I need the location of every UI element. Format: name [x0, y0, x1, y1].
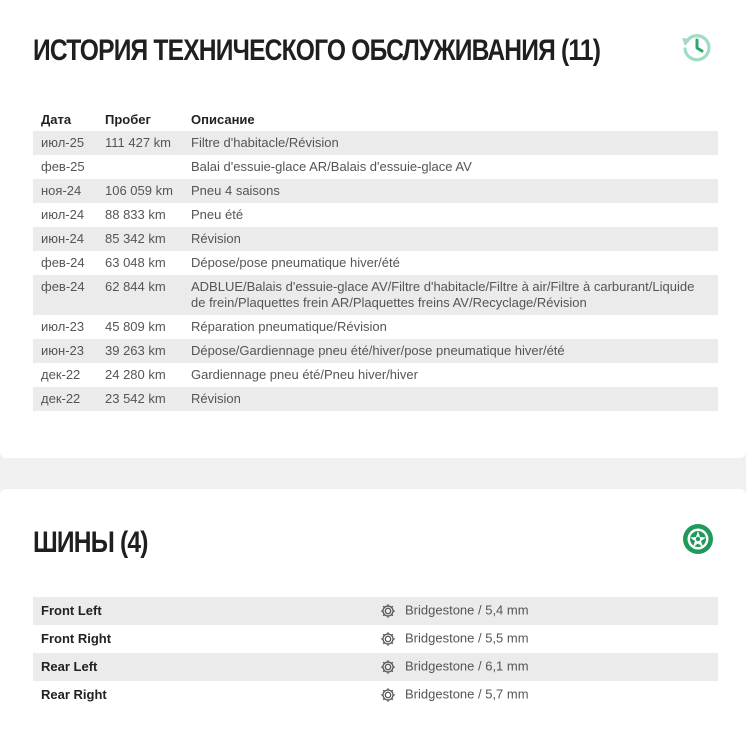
tire-info-cell	[371, 597, 718, 625]
tire-row	[33, 653, 718, 681]
column-header-mileage: Пробег	[105, 111, 151, 127]
tire-info-cell	[371, 653, 718, 681]
tire-row	[33, 625, 718, 653]
cell-mileage: 23 542 km	[97, 387, 183, 411]
cell-mileage: 111 427 km	[97, 131, 183, 155]
cell-mileage: 85 342 km	[97, 227, 183, 251]
tires-title: ШИНЫ (4)	[33, 526, 148, 559]
tires-rows	[33, 597, 718, 709]
tire-row	[33, 597, 718, 625]
cell-description: Révision	[183, 387, 718, 411]
gear-icon	[379, 602, 397, 620]
cell-date: дек-22	[33, 387, 97, 411]
gear-icon	[379, 658, 397, 676]
tire-brand-depth: Bridgestone / 5,7 mm	[405, 686, 529, 702]
tire-brand-depth: Bridgestone / 6,1 mm	[405, 658, 529, 674]
table-row	[33, 275, 718, 315]
tire-brand-depth: Bridgestone / 5,4 mm	[405, 602, 529, 618]
table-row	[33, 363, 718, 387]
table-row	[33, 155, 718, 179]
tires-table	[33, 597, 718, 709]
tire-info-cell	[371, 625, 718, 653]
cell-mileage: 106 059 km	[97, 179, 183, 203]
cell-mileage: 24 280 km	[105, 367, 166, 382]
table-row	[33, 315, 718, 339]
cell-date: июн-23	[33, 339, 97, 363]
cell-description: Filtre d'habitacle/Révision	[183, 131, 718, 155]
table-row	[33, 203, 718, 227]
table-row	[33, 227, 718, 251]
tires-card	[0, 489, 746, 734]
cell-description: Dépose/Gardiennage pneu été/hiver/pose pneumatique hiver/été	[183, 339, 718, 363]
cell-mileage	[97, 155, 183, 179]
gear-icon	[379, 630, 397, 648]
cell-description: Pneu 4 saisons	[183, 179, 718, 203]
table-header-row	[33, 107, 718, 131]
tire-position: Rear Left	[33, 653, 371, 681]
table-row	[33, 179, 718, 203]
cell-mileage: 63 048 km	[105, 255, 166, 270]
cell-mileage: 62 844 km	[97, 275, 183, 315]
table-row	[33, 387, 718, 411]
cell-date: июл-23	[41, 319, 85, 334]
gear-icon	[379, 686, 397, 704]
cell-date: фев-25	[41, 159, 85, 174]
tire-position: Front Left	[33, 597, 371, 625]
cell-date: дек-22	[41, 367, 81, 382]
cell-date: июл-24	[41, 207, 85, 222]
tire-brand-depth: Bridgestone / 5,5 mm	[405, 630, 529, 646]
table-row	[33, 339, 718, 363]
maintenance-history-title: ИСТОРИЯ ТЕХНИЧЕСКОГО ОБСЛУЖИВАНИЯ (11)	[33, 34, 601, 67]
cell-mileage: 45 809 km	[105, 319, 166, 334]
maintenance-history-rows	[33, 131, 718, 411]
column-header-date: Дата	[41, 111, 72, 127]
table-row	[33, 131, 718, 155]
maintenance-history-table	[33, 107, 718, 411]
cell-description: Balai d'essuie-glace AR/Balais d'essuie-glace AV	[191, 159, 472, 174]
cell-description: Pneu été	[191, 207, 244, 222]
cell-mileage: 88 833 km	[105, 207, 166, 222]
cell-date: фев-24	[41, 255, 85, 270]
table-row	[33, 251, 718, 275]
history-icon	[680, 30, 714, 64]
cell-date: июл-25	[33, 131, 97, 155]
cell-description: Gardiennage pneu été/Pneu hiver/hiver	[191, 367, 418, 382]
cell-description: Révision	[183, 227, 718, 251]
column-header-description: Описание	[191, 111, 255, 127]
cell-mileage: 39 263 km	[97, 339, 183, 363]
tire-icon	[681, 522, 715, 556]
tire-row	[33, 681, 718, 709]
cell-description: Réparation pneumatique/Révision	[191, 319, 387, 334]
cell-description: ADBLUE/Balais d'essuie-glace AV/Filtre d'habitacle/Filtre à air/Filtre à carburant/Liquide de frein/Plaquettes frein AR/Plaquettes freins AV/Recyclage/Révision	[183, 275, 718, 315]
tire-info-cell	[371, 681, 718, 709]
cell-description: Dépose/pose pneumatique hiver/été	[191, 255, 400, 270]
cell-date: ноя-24	[33, 179, 97, 203]
tire-position: Front Right	[41, 631, 112, 646]
cell-date: фев-24	[33, 275, 97, 315]
cell-date: июн-24	[33, 227, 97, 251]
tire-position: Rear Right	[41, 687, 107, 702]
